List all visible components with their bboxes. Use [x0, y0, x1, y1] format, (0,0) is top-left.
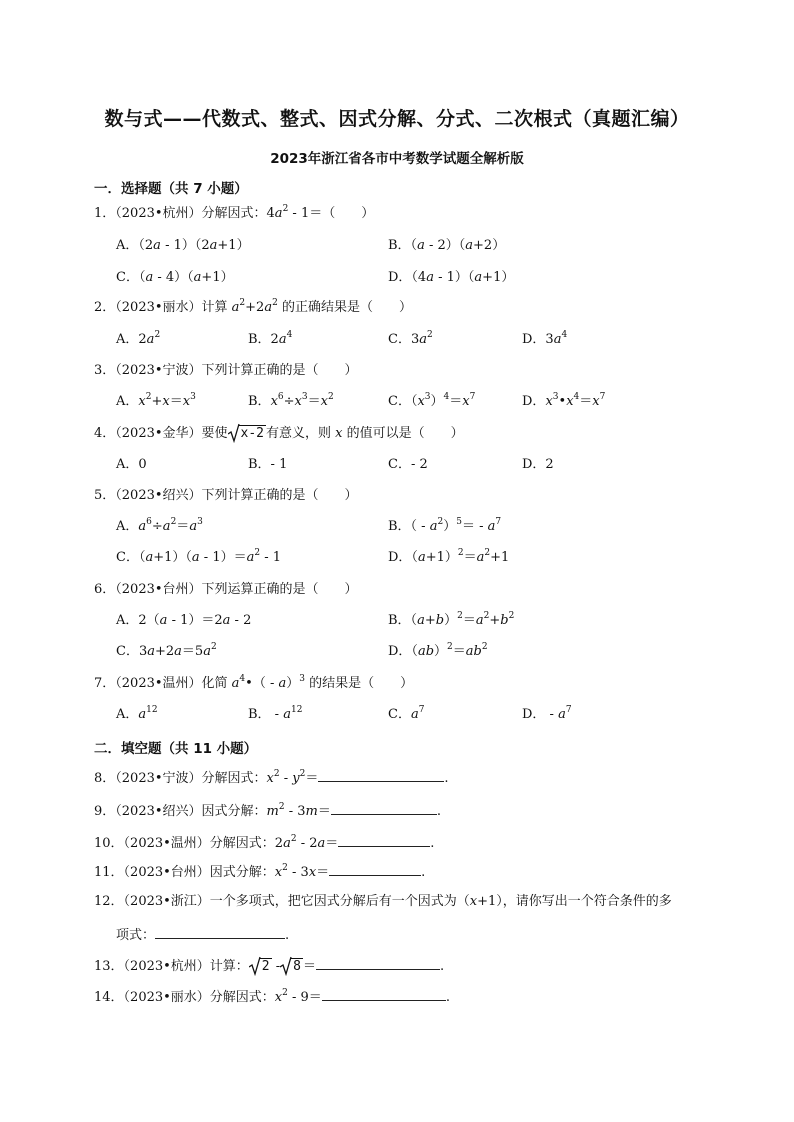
question-13: 13．（2023•杭州）计算： 2 - 8 ＝ . [94, 956, 444, 976]
question-3-option-a: A．$x^2+x=x^3$ [116, 392, 196, 409]
question-14: 14．（2023•丽水）分解因式：$x^2 - 9=$ . [94, 988, 450, 1005]
question-6-stem: 6．（2023•台州）下列运算正确的是（ ） [94, 582, 358, 597]
question-1-stem: 1．（2023•杭州）分解因式：$4a^2 - 1=$（ ） [94, 204, 375, 221]
answer-blank-8[interactable] [318, 768, 444, 782]
question-4-option-c: C．- 2 [388, 457, 428, 472]
section-choice-heading: 一．选择题（共 7 小题） [94, 181, 248, 197]
question-7-option-a: A．$a^{12}$ [116, 705, 158, 722]
answer-blank-11[interactable] [329, 862, 421, 876]
question-5-option-b: B．（ - $a^2)^5= - a^7$ [388, 517, 502, 534]
question-6-option-c: C．$3a+2a=5a^2$ [116, 642, 217, 659]
question-11: 11．（2023•台州）因式分解：$x^2 - 3x=$ . [94, 863, 426, 880]
question-1-option-a: A．（2a - 1）（2a+1） [116, 238, 250, 253]
question-1-option-d: D．（4a - 1）（a+1） [388, 270, 515, 285]
question-3-option-c: C．$(x^3)^4=x^7$ [388, 392, 476, 409]
question-5-option-a: A．$a^6\div a^2=a^3$ [116, 517, 203, 534]
question-2-option-b: B．$2a^4$ [248, 330, 293, 347]
question-8: 8．（2023•宁波）分解因式：$x^2 - y^2=$ . [94, 769, 449, 786]
answer-blank-9[interactable] [331, 801, 437, 815]
question-5-option-d: D．$(a+1)^2=a^2+1$ [388, 548, 510, 565]
question-4-option-a: A．0 [116, 457, 147, 472]
square-root-icon: 2 [249, 958, 272, 976]
question-3-option-d: D．$x^3•x^4=x^7$ [522, 392, 606, 409]
question-9: 9．（2023•绍兴）因式分解：$m^2 - 3m=$ . [94, 802, 442, 819]
answer-blank-10[interactable] [338, 833, 430, 847]
question-1-option-c: C．（a - 4）（a+1） [116, 270, 234, 285]
question-4-option-b: B．- 1 [248, 457, 288, 472]
square-root-icon: 8 [280, 958, 303, 976]
square-root-icon [228, 425, 266, 443]
question-5-option-c: C．$(a+1)(a - 1)=a^2 - 1$ [116, 548, 282, 565]
question-2-stem: 2．（2023•丽水）计算 $a^2+2a^2$ 的正确结果是（ ） [94, 298, 412, 315]
question-4-stem: 4．（2023•金华）要使 x-2 有意义，则 x 的值可以是（ ） [94, 426, 464, 441]
question-2-option-a: A．$2a^2$ [116, 330, 161, 347]
section-fill-heading: 二．填空题（共 11 小题） [94, 741, 258, 757]
answer-blank-13[interactable] [316, 956, 440, 970]
document-title: 数与式——代数式、整式、因式分解、分式、二次根式（真题汇编） [104, 108, 690, 130]
question-6-option-b: B．$(a+b)^2=a^2+b^2$ [388, 611, 515, 628]
question-6-option-a: A．2（a - 1）＝2a - 2 [116, 613, 252, 628]
question-10: 10．（2023•温州）分解因式：$2a^2 - 2a=$ . [94, 834, 435, 851]
question-12-line-2: 项式： . [116, 925, 289, 945]
question-12-line-1: 12．（2023•浙江）一个多项式，把它因式分解后有一个因式为（x+1），请你写出一个符合条件的多 [94, 894, 672, 909]
document-subtitle: 2023年浙江省各市中考数学试题全解析版 [270, 151, 524, 167]
question-4-prefix: 4．（2023•金华）要使 [94, 426, 228, 441]
question-3-stem: 3．（2023•宁波）下列计算正确的是（ ） [94, 363, 358, 378]
question-2-option-d: D．$3a^4$ [522, 330, 568, 347]
question-7-option-b: B． - $a^{12}$ [248, 705, 303, 722]
question-2-option-c: C．$3a^2$ [388, 330, 433, 347]
question-1-option-b: B．（a - 2）（a+2） [388, 238, 506, 253]
answer-blank-12[interactable] [155, 925, 285, 939]
question-4-option-d: D．2 [522, 457, 554, 472]
question-4-radicand: x-2 [240, 426, 265, 441]
question-5-stem: 5．（2023•绍兴）下列计算正确的是（ ） [94, 488, 358, 503]
question-6-option-d: D．$(ab)^2=ab^2$ [388, 642, 488, 659]
question-3-option-b: B．$x^6\div x^3=x^2$ [248, 392, 334, 409]
question-7-option-c: C．$a^7$ [388, 705, 425, 722]
question-7-stem: 7．（2023•温州）化简 $a^4•( - a)^3$ 的结果是（ ） [94, 674, 414, 691]
question-7-option-d: D． - $a^7$ [522, 705, 572, 722]
answer-blank-14[interactable] [322, 987, 446, 1001]
